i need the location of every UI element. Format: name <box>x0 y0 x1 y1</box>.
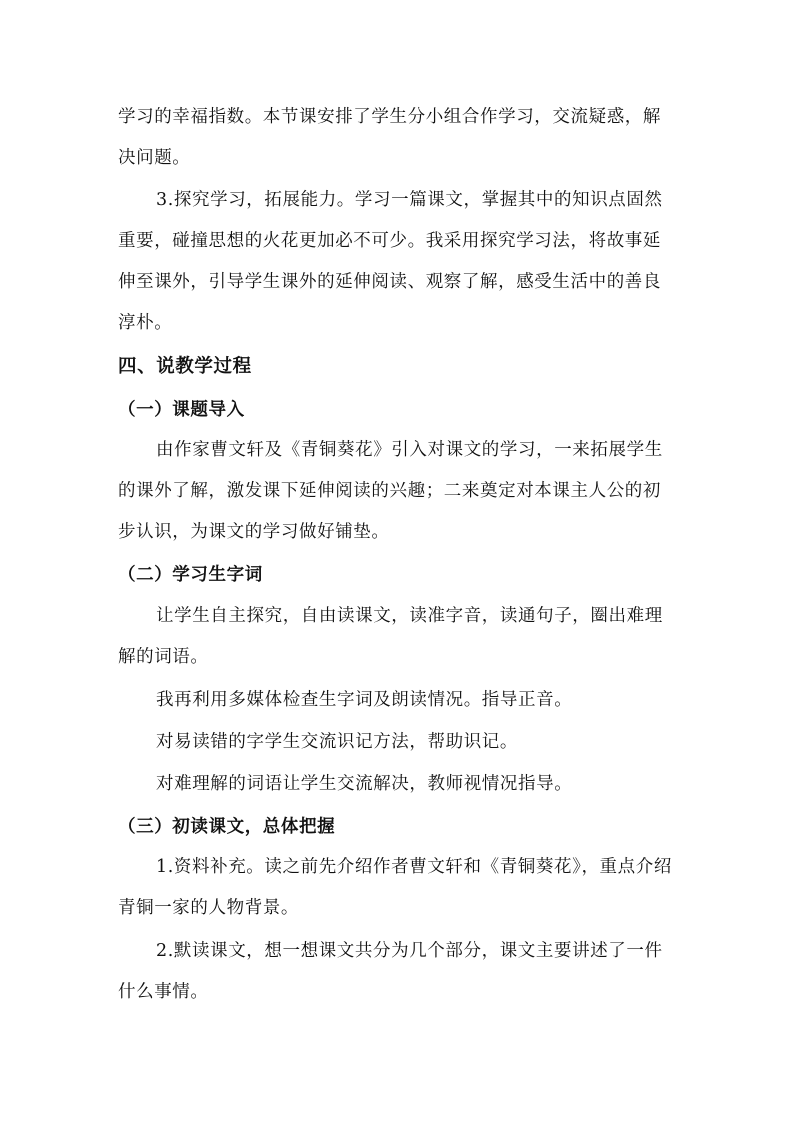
paragraph-inquiry-learning: 3.探究学习，拓展能力。学习一篇课文，掌握其中的知识点固然重要，碰撞思想的火花更加必不可少。我采用探究学习法，将故事延伸至课外，引导学生课外的延伸阅读、观察了解，感受生活中的善良淳朴。 <box>118 190 663 333</box>
paragraph-self-study: 让学生自主探究，自由读课文，读准字音，读通句子，圈出难理解的词语。 <box>118 606 663 667</box>
paragraph-silent-reading: 2.默读课文，想一想课文共分为几个部分，课文主要讲述了一件什么事情。 <box>118 941 663 1002</box>
paragraph-error-prone-words: 对易读错的字学生交流识记方法，帮助识记。 <box>156 732 518 752</box>
paragraph-difficult-words: 对难理解的词语让学生交流解决，教师视情况指导。 <box>156 774 573 794</box>
subheading-new-words: （二）学习生字词 <box>118 565 263 585</box>
section-heading-teaching-process: 四、说教学过程 <box>118 356 252 377</box>
paragraph-multimedia-check: 我再利用多媒体检查生字词及朗读情况。指导正音。 <box>156 690 573 710</box>
paragraph-topic-introduction: 由作家曹文轩及《青铜葵花》引入对课文的学习，一来拓展学生的课外了解，激发课下延伸阅读的兴趣；二来奠定对本课主人公的初步认识，为课文的学习做好铺垫。 <box>118 440 663 542</box>
paragraph-cooperative-learning-end: 学习的幸福指数。本节课安排了学生分小组合作学习，交流疑惑，解决问题。 <box>118 107 661 168</box>
subheading-topic-introduction: （一）课题导入 <box>118 400 245 420</box>
paragraph-background-material: 1.资料补充。读之前先介绍作者曹文轩和《青铜葵花》，重点介绍青铜一家的人物背景。 <box>118 857 672 918</box>
subheading-first-reading: （三）初读课文，总体把握 <box>118 817 336 837</box>
